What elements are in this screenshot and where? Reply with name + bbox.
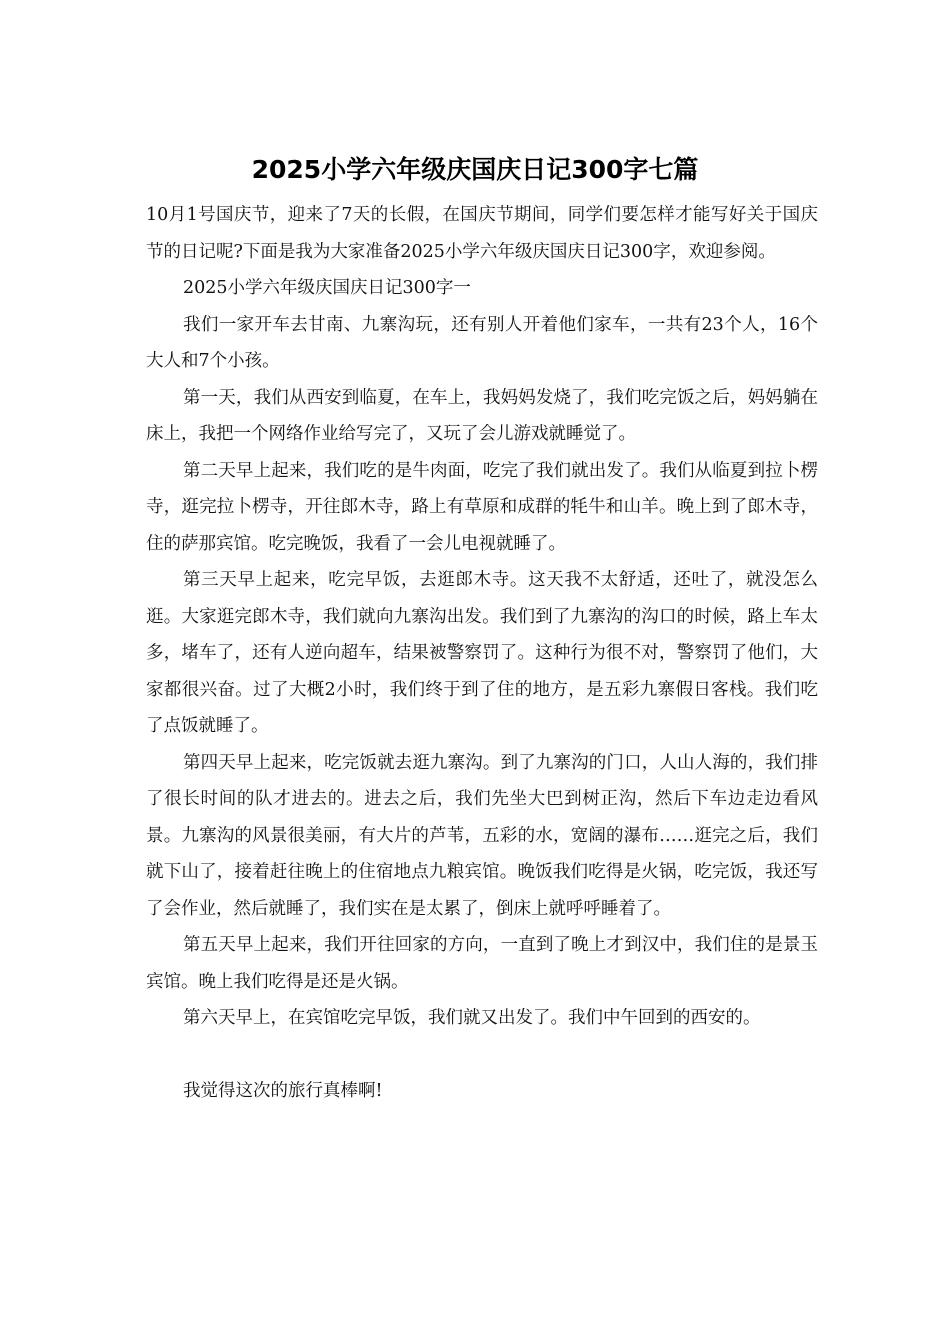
body-paragraph: 第三天早上起来，吃完早饭，去逛郎木寺。这天我不太舒适，还吐了，就没怎么逛。大家逛完郎木寺，我们就向九寨沟出发。我们到了九寨沟的沟口的时候，路上车太多，堵车了，还有人逆向超车，结果被警察罚了。这种行为很不对，警察罚了他们，大家都很兴奋。过了大概2小时，我们终于到了住的地方，是五彩九寨假日客栈。我们吃了点饭就睡了。 <box>146 570 818 736</box>
body-paragraph: 第四天早上起来，吃完饭就去逛九寨沟。到了九寨沟的门口，人山人海的，我们排了很长时间的队才进去的。进去之后，我们先坐大巴到树正沟，然后下车边走边看风景。九寨沟的风景很美丽，有大片的芦苇，五彩的水，宽阔的瀑布……逛完之后，我们就下山了，接着赶往晚上的住宿地点九粮宾馆。晚饭我们吃得是火锅，吃完饭，我还写了会作业，然后就睡了，我们实在是太累了，倒床上就呼呼睡着了。 <box>146 752 818 919</box>
body-paragraph: 第二天早上起来，我们吃的是牛肉面，吃完了我们就出发了。我们从临夏到拉卜楞寺，逛完拉卜楞寺，开往郎木寺，路上有草原和成群的牦牛和山羊。晚上到了郎木寺，住的萨那宾馆。吃完晚饭，我看了一会儿电视就睡了。 <box>146 460 818 554</box>
page-title: 2025小学六年级庆国庆日记300字七篇 <box>251 155 699 184</box>
body-paragraph: 第五天早上起来，我们开往回家的方向，一直到了晚上才到汉中，我们住的是景玉宾馆。晚上我们吃得是还是火锅。 <box>146 935 818 992</box>
closing-paragraph: 我觉得这次的旅行真棒啊! <box>183 1081 383 1101</box>
body-paragraph: 我们一家开车去甘南、九寨沟玩，还有别人开着他们家车，一共有23个人，16个大人和7个小孩。 <box>146 314 818 371</box>
body-paragraph: 第六天早上，在宾馆吃完早饭，我们就又出发了。我们中午回到的西安的。 <box>183 1008 761 1028</box>
paragraph-gap <box>146 1037 818 1074</box>
section-heading: 2025小学六年级庆国庆日记300字一 <box>183 278 471 298</box>
body-paragraph: 第一天，我们从西安到临夏，在车上，我妈妈发烧了，我们吃完饭之后，妈妈躺在床上，我把一个网络作业给写完了，又玩了会儿游戏就睡觉了。 <box>146 387 818 444</box>
intro-paragraph: 10月1号国庆节，迎来了7天的长假，在国庆节期间，同学们要怎样才能写好关于国庆节的日记呢?下面是我为大家准备2025小学六年级庆国庆日记300字，欢迎参阅。 <box>146 205 818 262</box>
document-body <box>146 197 818 1110</box>
